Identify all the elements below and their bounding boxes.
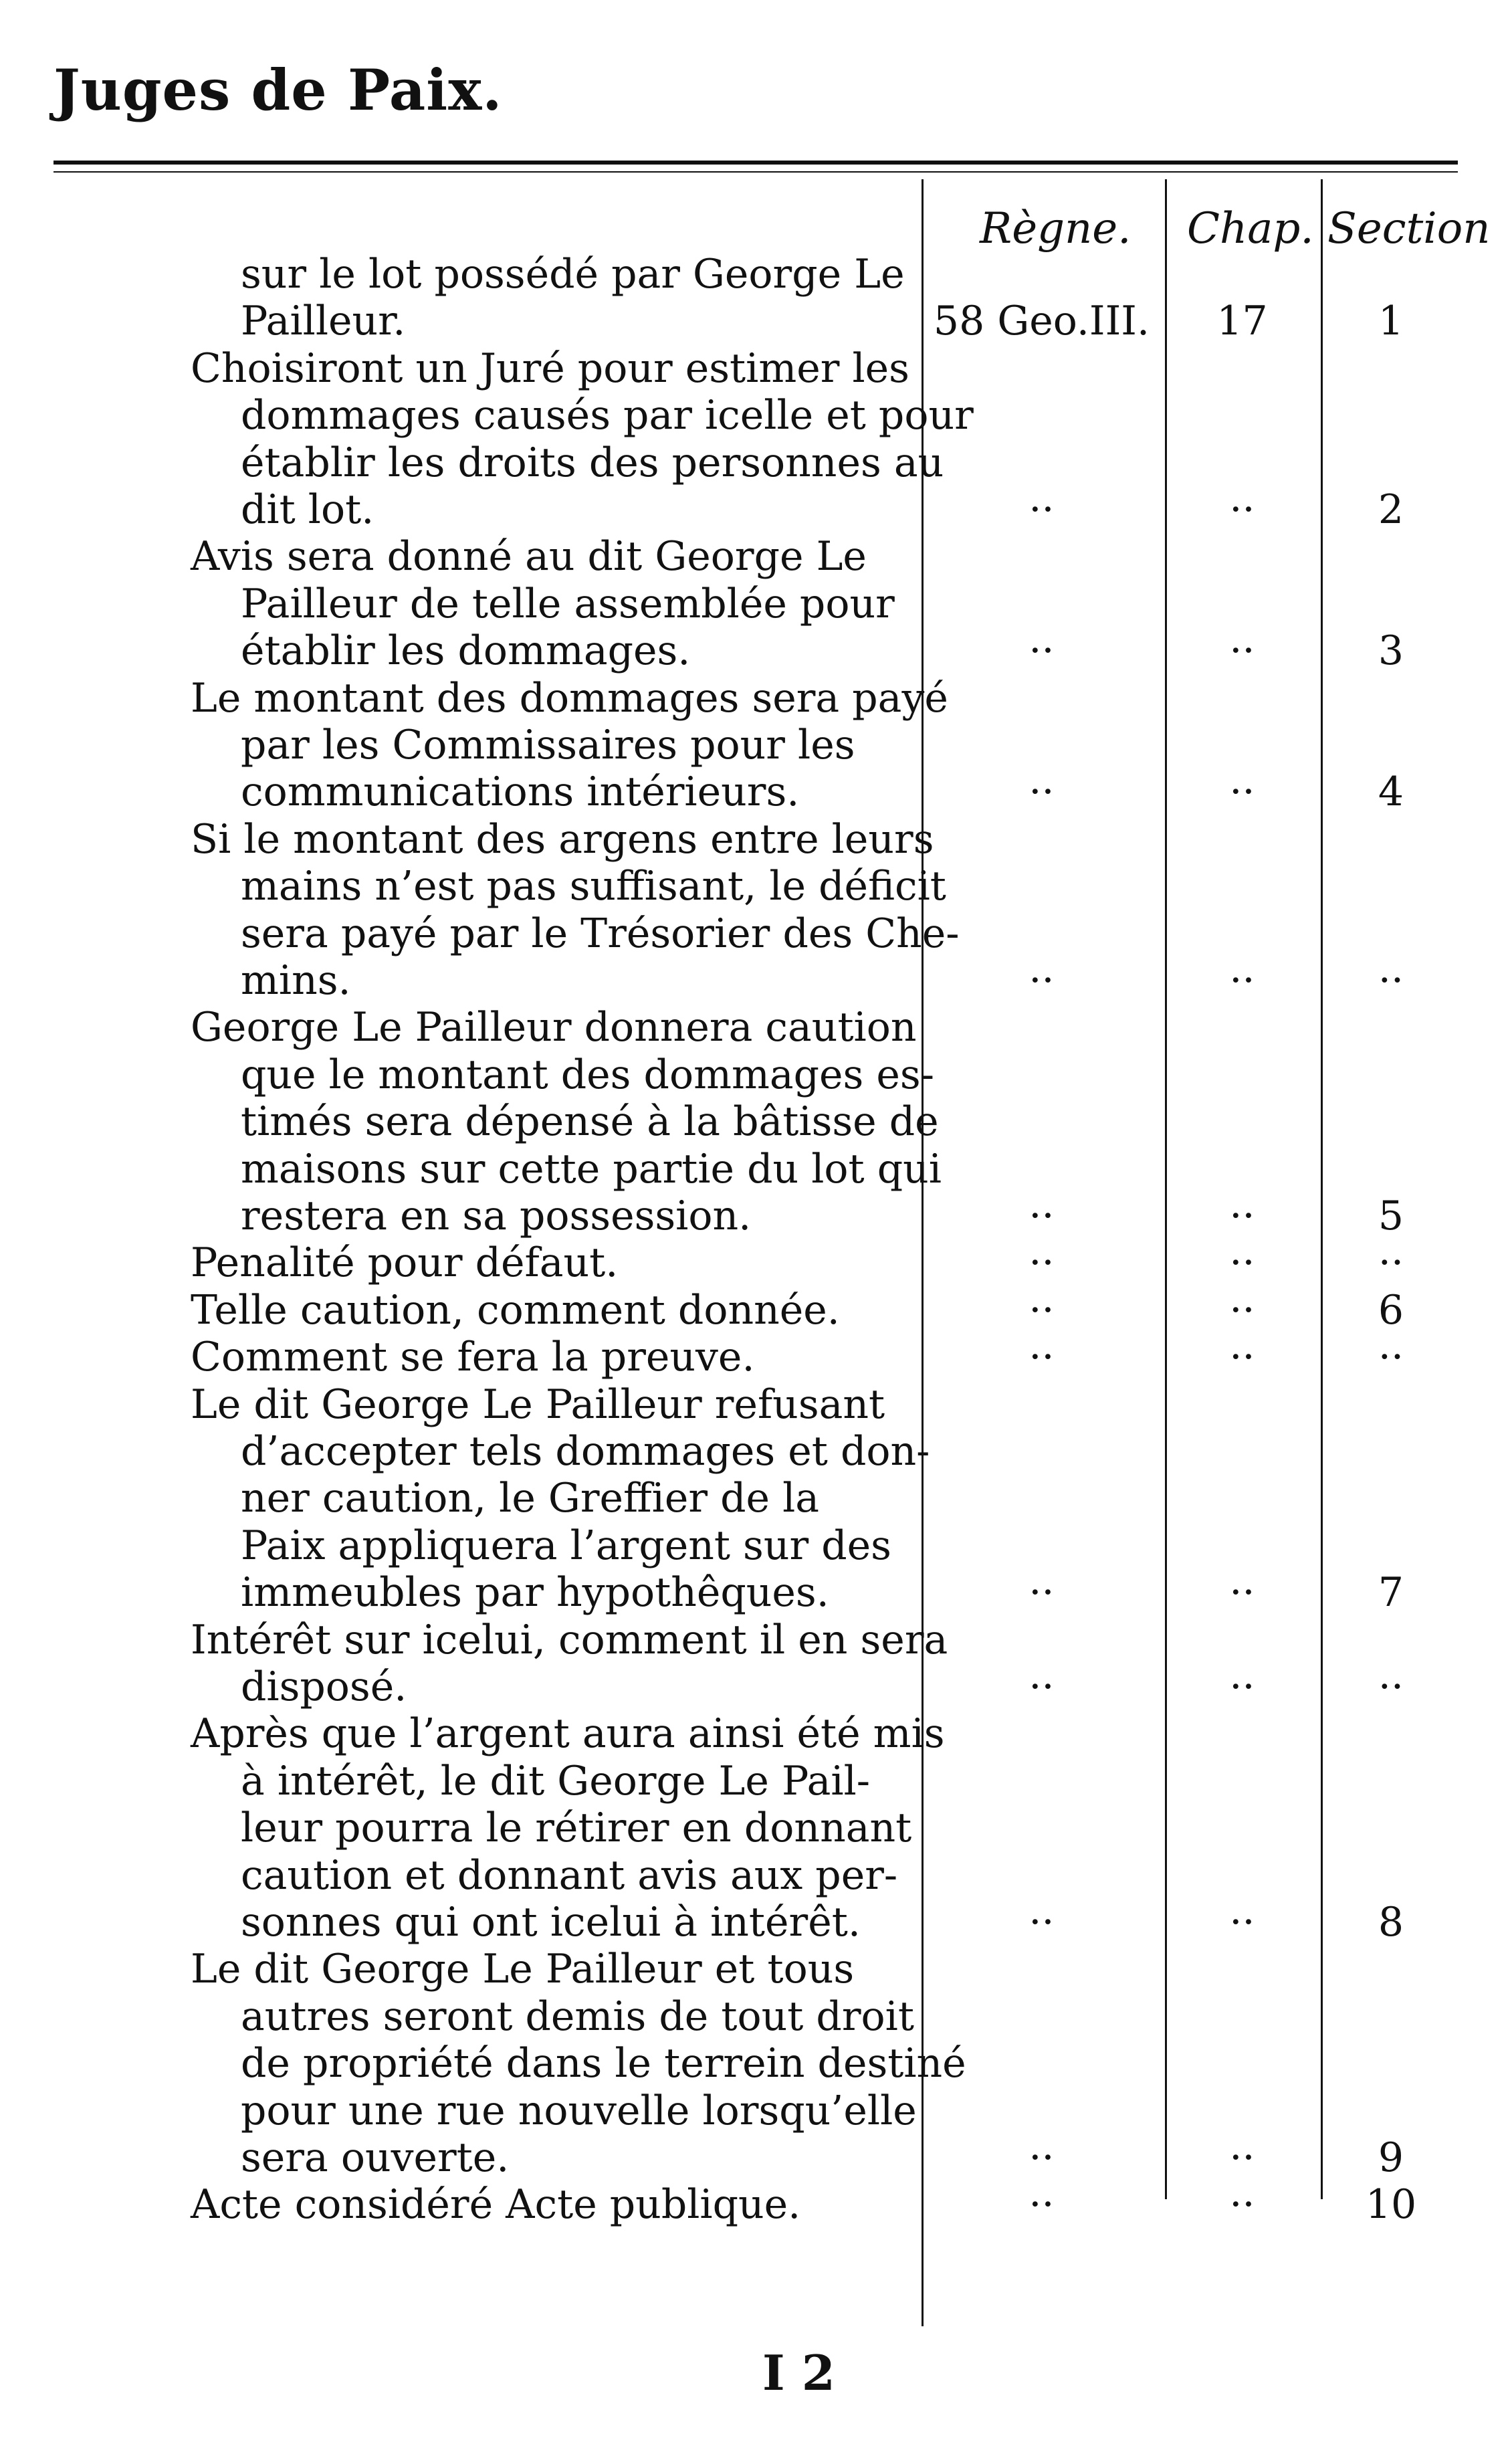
entry-text-line: dit lot. — [241, 486, 374, 533]
entry-text-line: établir les dommages. — [241, 627, 691, 675]
entry-section-cell: 7 — [1378, 1569, 1404, 1617]
entry-section-cell: 10 — [1365, 2181, 1417, 2229]
entry-chap-cell: ·· — [1229, 1663, 1255, 1710]
entry-section-cell: 2 — [1378, 486, 1404, 533]
signature-mark: I 2 — [762, 2344, 835, 2401]
entry-section-cell: 3 — [1378, 627, 1404, 675]
column-divider-chap — [1321, 179, 1323, 2199]
entry-section-cell: ·· — [1378, 1663, 1404, 1710]
entry-text-line: restera en sa possession. — [241, 1193, 752, 1239]
entry-text-line: George Le Pailleur donnera caution — [191, 1004, 917, 1051]
entry-text-line: Pailleur. — [241, 298, 406, 345]
entry-regne-cell: ·· — [1029, 1334, 1055, 1381]
entry-text-line: de propriété dans le terrein destiné — [241, 2040, 966, 2087]
entry-section-cell: 5 — [1378, 1193, 1404, 1239]
entry-text-line: sonnes qui ont icelui à intérêt. — [241, 1899, 861, 1946]
header-rule-thin — [53, 171, 1458, 173]
entry-text-line: à intérêt, le dit George Le Pail- — [241, 1757, 871, 1805]
entry-chap-cell: ·· — [1229, 1286, 1255, 1334]
entry-text-line: ner caution, le Greffier de la — [241, 1475, 820, 1522]
entry-chap-cell: ·· — [1229, 2134, 1255, 2181]
entry-text-line: Le montant des dommages sera payé — [191, 674, 948, 722]
entry-chap-cell: ·· — [1229, 1193, 1255, 1239]
entry-text-line: dommages causés par icelle et pour — [241, 392, 974, 439]
entry-text-line: autres seront demis de tout droit — [241, 1993, 914, 2040]
column-header-section: Section — [1327, 204, 1491, 253]
entry-text-line: Telle caution, comment donnée. — [191, 1286, 840, 1334]
entry-chap-cell: ·· — [1229, 957, 1255, 1004]
entry-regne-cell: ·· — [1029, 627, 1055, 675]
entry-text-line: timés sera dépensé à la bâtisse de — [241, 1098, 939, 1146]
header-rule-thick — [53, 161, 1458, 165]
column-divider-text — [922, 179, 924, 2326]
entry-section-cell: 6 — [1378, 1286, 1404, 1334]
column-header-chap: Chap. — [1187, 204, 1314, 253]
entry-text-line: que le montant des dommages es- — [241, 1051, 934, 1098]
entry-text-line: leur pourra le rétirer en donnant — [241, 1805, 912, 1852]
column-header-regne: Règne. — [980, 204, 1131, 253]
entry-text-line: Avis sera donné au dit George Le — [191, 533, 867, 581]
entry-text-line: maisons sur cette partie du lot qui — [241, 1145, 942, 1193]
entry-text-line: mains n’est pas suffisant, le déficit — [241, 863, 946, 910]
entry-regne-cell: ·· — [1029, 1569, 1055, 1617]
entry-regne-cell: ·· — [1029, 1899, 1055, 1946]
entry-text-line: disposé. — [241, 1663, 407, 1710]
entry-section-cell: ·· — [1378, 1334, 1404, 1381]
entry-text-line: immeubles par hypothêques. — [241, 1569, 829, 1617]
entry-text-line: sera ouverte. — [241, 2134, 510, 2181]
entry-text-line: Intérêt sur icelui, comment il en sera — [191, 1616, 948, 1663]
column-divider-regne — [1165, 179, 1167, 2199]
entry-text-line: Le dit George Le Pailleur refusant — [191, 1381, 885, 1428]
entry-section-cell: ·· — [1378, 957, 1404, 1004]
entry-text-line: sera payé par le Trésorier des Che- — [241, 910, 960, 957]
entry-text-line: établir les droits des personnes au — [241, 439, 944, 486]
entry-section-cell: 8 — [1378, 1899, 1404, 1946]
entry-regne-cell: ·· — [1029, 1663, 1055, 1710]
entry-regne-cell: ·· — [1029, 2134, 1055, 2181]
entry-text-line: Choisiront un Juré pour estimer les — [191, 344, 909, 392]
entry-text-line: pour une rue nouvelle lorsqu’elle — [241, 2087, 917, 2134]
entry-text-line: Si le montant des argens entre leurs — [191, 815, 934, 863]
running-head: Juges de Paix. — [53, 57, 503, 123]
entry-text-line: sur le lot possédé par George Le — [241, 251, 905, 298]
entry-chap-cell: ·· — [1229, 1239, 1255, 1287]
entry-text-line: caution et donnant avis aux per- — [241, 1851, 898, 1899]
entry-regne-cell: ·· — [1029, 1286, 1055, 1334]
entry-section-cell: 1 — [1378, 298, 1404, 345]
entry-text-line: Acte considéré Acte publique. — [191, 2181, 801, 2229]
entry-text-line: Comment se fera la preuve. — [191, 1334, 755, 1381]
entry-regne-cell: ·· — [1029, 1239, 1055, 1287]
entry-section-cell: 4 — [1378, 769, 1404, 816]
entry-chap-cell: ·· — [1229, 1334, 1255, 1381]
entry-regne-cell: ·· — [1029, 486, 1055, 533]
entry-section-cell: ·· — [1378, 1239, 1404, 1287]
entry-chap-cell: ·· — [1229, 627, 1255, 675]
entry-chap-cell: ·· — [1229, 486, 1255, 533]
entry-text-line: d’accepter tels dommages et don- — [241, 1428, 930, 1475]
entry-text-line: communications intérieurs. — [241, 769, 800, 816]
entry-text-line: mins. — [241, 957, 351, 1004]
entry-regne-cell: 58 Geo.III. — [933, 298, 1150, 345]
entry-chap-cell: ·· — [1229, 1899, 1255, 1946]
entry-text-line: Penalité pour défaut. — [191, 1239, 619, 1287]
entry-text-line: Après que l’argent aura ainsi été mis — [191, 1710, 945, 1758]
entry-text-line: Paix appliquera l’argent sur des — [241, 1522, 891, 1569]
entry-chap-cell: ·· — [1229, 769, 1255, 816]
entry-text-line: Le dit George Le Pailleur et tous — [191, 1946, 855, 1993]
entry-text-line: Pailleur de telle assemblée pour — [241, 580, 895, 627]
entry-chap-cell: ·· — [1229, 1569, 1255, 1617]
entry-chap-cell: ·· — [1229, 2181, 1255, 2229]
entry-text-line: par les Commissaires pour les — [241, 722, 855, 769]
entry-section-cell: 9 — [1378, 2134, 1404, 2181]
entry-regne-cell: ·· — [1029, 1193, 1055, 1239]
entry-regne-cell: ·· — [1029, 2181, 1055, 2229]
entry-regne-cell: ·· — [1029, 957, 1055, 1004]
entry-chap-cell: 17 — [1216, 298, 1268, 345]
entry-regne-cell: ·· — [1029, 769, 1055, 816]
